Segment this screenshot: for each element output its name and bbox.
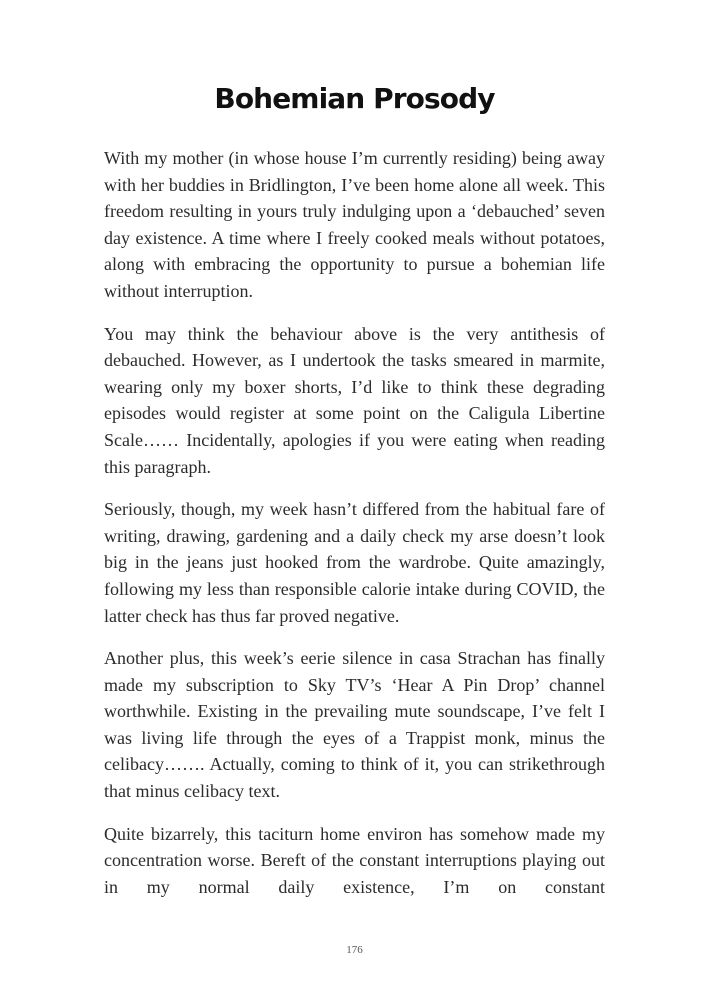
paragraph-4: Another plus, this week’s eerie silence in casa Strachan has finally made my subscription to Sky TV’s ‘Hear A Pin Drop’ channel worthwhile. Existing in the prevailing mute soundscape, I’ve felt I was living life through the eyes of a Trappist monk, minus the celibacy……. Actually, coming to think of it, you can strikethrough that minus celibacy text. (104, 648, 605, 802)
page-number: 176 (346, 944, 363, 956)
chapter-body (104, 145, 605, 900)
paragraph-3: Seriously, though, my week hasn’t differed from the habitual fare of writing, drawing, gardening and a daily check my arse doesn’t look big in the jeans just hooked from the wardrobe. Quite amazingly, following my less than responsible calorie intake during COVID, the latter check has thus far proved negative. (104, 499, 605, 626)
chapter-title: Bohemian Prosody (214, 82, 495, 115)
paragraph-2: You may think the behaviour above is the very antithesis of debauched. However, as I undertook the tasks smeared in marmite, wearing only my boxer shorts, I’d like to think these degrading episodes would register at some point on the Caligula Libertine Scale…… Incidentally, apologies if you were eating when reading this paragraph. (104, 323, 605, 477)
paragraph-5: Quite bizarrely, this taciturn home environ has somehow made my concentration worse. Bereft of the constant interruptions playing out in my normal daily existence, I’m on constant (104, 823, 605, 897)
paragraph-1: With my mother (in whose house I’m currently residing) being away with her buddies in Bridlington, I’ve been home alone all week. This freedom resulting in yours truly indulging upon a ‘debauched’ seven day existence. A time where I freely cooked meals without potatoes, along with embracing the opportunity to pursue a bohemian life without interruption. (104, 148, 605, 301)
